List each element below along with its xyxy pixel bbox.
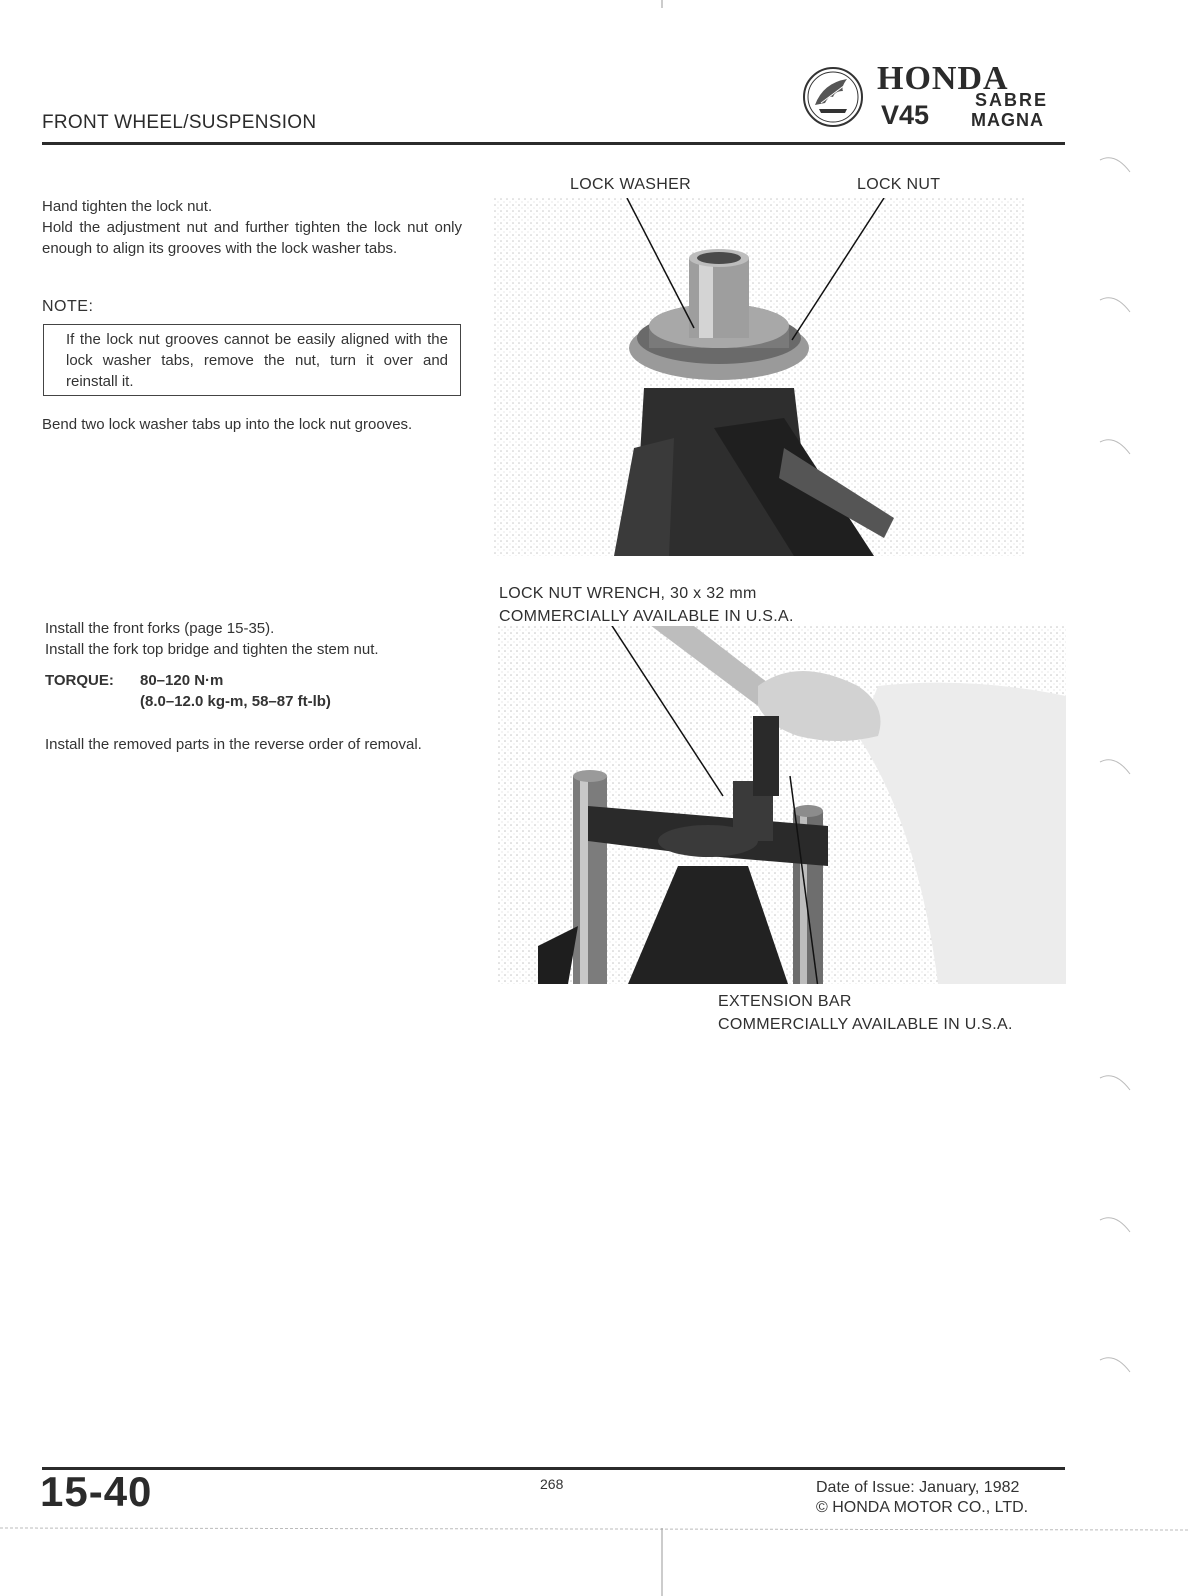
note-text: If the lock nut grooves cannot be easily aligned with the lock washer tabs, remove the nut, turn it over and reinstall it.: [66, 331, 448, 390]
header-rule: [42, 142, 1065, 145]
callout-extension-bar: [718, 990, 1013, 1036]
torque-value-nm: 80–120 N·m: [140, 672, 224, 689]
issue-date: Date of Issue: January, 1982: [816, 1479, 1020, 1496]
instruction-line: Install the front forks (page 15-35).: [45, 620, 275, 637]
footer-rule: [42, 1467, 1065, 1470]
torque-spec: [45, 670, 331, 712]
fork-bridge-photo: [498, 626, 1066, 984]
callout-lock-nut: LOCK NUT: [857, 176, 941, 193]
honda-wing-icon: [801, 65, 865, 129]
instruction-paragraph-1: [42, 196, 462, 259]
callout-line: EXTENSION BAR: [718, 993, 852, 1010]
callout-lock-nut-wrench: [499, 582, 794, 628]
torque-label: TORQUE:: [45, 672, 114, 689]
model-variant-magna: MAGNA: [971, 110, 1044, 130]
copyright: © HONDA MOTOR CO., LTD.: [816, 1499, 1029, 1516]
issue-info: [816, 1478, 1028, 1518]
instruction-paragraph-3: [45, 618, 465, 660]
page-number: 15-40: [40, 1468, 153, 1515]
instruction-line: Install the fork top bridge and tighten the stem nut.: [45, 641, 379, 658]
steering-stem-photo: [494, 198, 1024, 556]
model-name: V45: [881, 100, 930, 130]
instruction-paragraph-4: Install the removed parts in the reverse order of removal.: [45, 736, 422, 753]
callout-line: COMMERCIALLY AVAILABLE IN U.S.A.: [499, 608, 794, 625]
model-variant-sabre: SABRE: [975, 90, 1049, 110]
sequence-number: 268: [540, 1476, 564, 1492]
instruction-line: Hold the adjustment nut and further tighten the lock nut only enough to align its grooves with the lock washer tabs.: [42, 219, 462, 257]
section-title: FRONT WHEEL/SUSPENSION: [42, 112, 317, 133]
honda-logo: [801, 60, 1071, 140]
instruction-paragraph-2: Bend two lock washer tabs up into the lock nut grooves.: [42, 416, 413, 433]
torque-value-alt: (8.0–12.0 kg-m, 58–87 ft-lb): [140, 693, 331, 710]
note-label: NOTE:: [42, 298, 94, 315]
note-box: [43, 324, 461, 396]
callout-lock-washer: LOCK WASHER: [570, 176, 691, 193]
instruction-line: Hand tighten the lock nut.: [42, 198, 213, 215]
brand-name: HONDA: [877, 60, 1009, 97]
callout-line: LOCK NUT WRENCH, 30 x 32 mm: [499, 585, 757, 602]
callout-line: COMMERCIALLY AVAILABLE IN U.S.A.: [718, 1016, 1013, 1033]
